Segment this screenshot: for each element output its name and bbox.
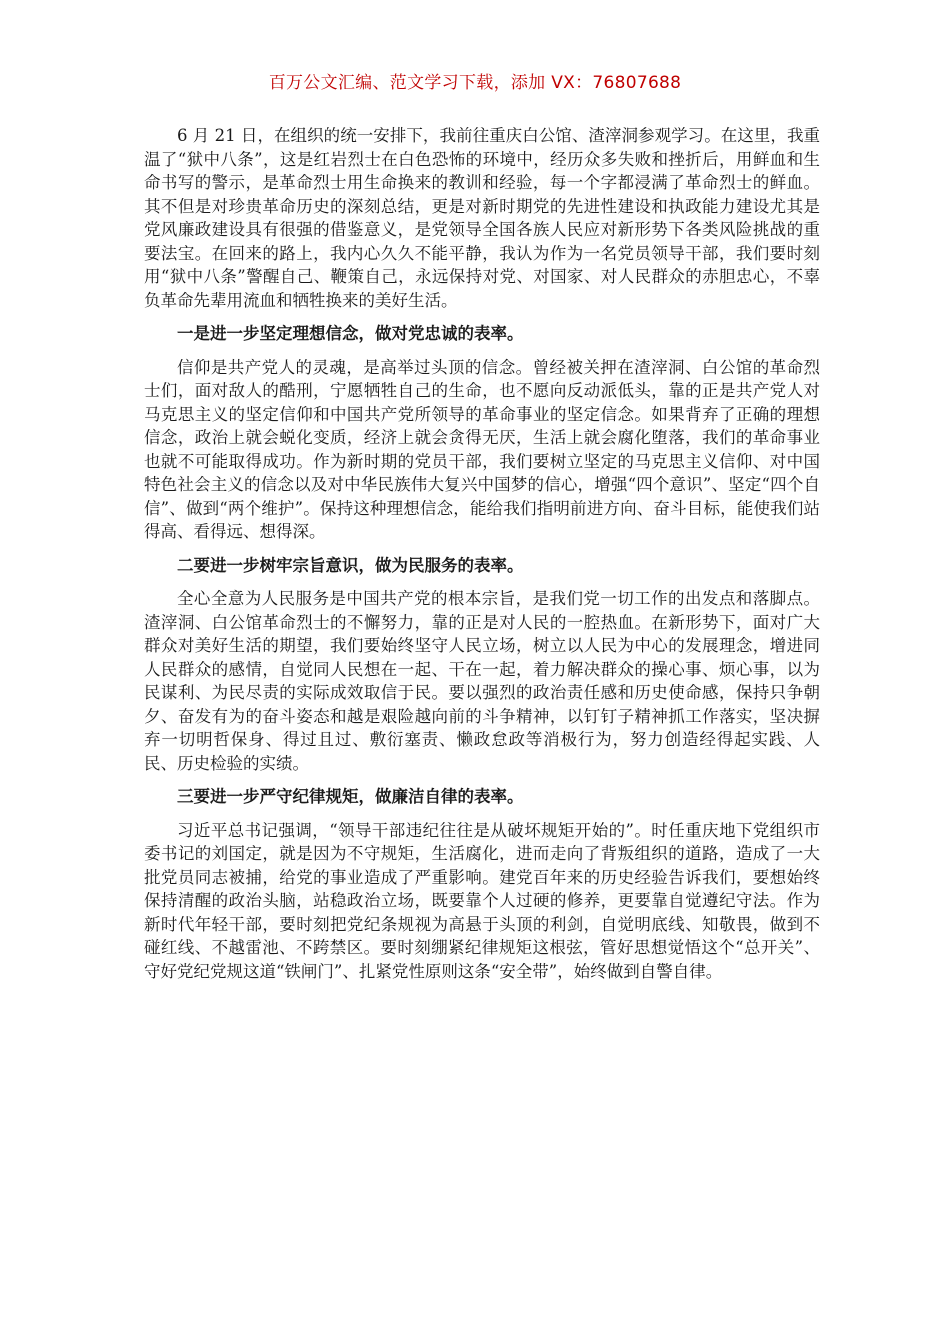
document-body	[144, 124, 820, 983]
section-heading-3: 三要进一步严守纪律规矩，做廉洁自律的表率。	[177, 787, 524, 806]
section-heading-1: 一是进一步坚定理想信念，做对党忠诚的表率。	[177, 324, 524, 343]
section-body-3: 习近平总书记强调，“领导干部违纪往往是从破坏规矩开始的”。时任重庆地下党组织市委书记的刘国定，就是因为不守规矩，生活腐化，进而走向了背叛组织的道路，造成了一大批党员同志被捕，给党的事业造成了严重影响。建党百年来的历史经验告诉我们，要想始终保持清醒的政治头脑，站稳政治立场，既要靠个人过硬的修养，更要靠自觉遵纪守法。作为新时代年轻干部，要时刻把党纪条规视为高悬于头顶的利剑，自觉明底线、知敬畏，做到不碰红线、不越雷池、不跨禁区。要时刻绷紧纪律规矩这根弦，管好思想觉悟这个“总开关”、守好党纪党规这道“铁闸门”、扎紧党性原则这条“安全带”，始终做到自警自律。	[144, 820, 820, 981]
section-body-1: 信仰是共产党人的灵魂，是高举过头顶的信念。曾经被关押在渣滓洞、白公馆的革命烈士们，面对敌人的酷刑，宁愿牺牲自己的生命，也不愿向反动派低头，靠的正是共产党人对马克思主义的坚定信仰和中国共产党所领导的革命事业的坚定信念。如果背弃了正确的理想信念，政治上就会蜕化变质，经济上就会贪得无厌，生活上就会腐化堕落，我们的革命事业也就不可能取得成功。作为新时期的党员干部，我们要树立坚定的马克思主义信仰、对中国特色社会主义的信念以及对中华民族伟大复兴中国梦的信心，增强“四个意识”、坚定“四个自信”、做到“两个维护”。保持这种理想信念，能给我们指明前进方向、奋斗目标，能使我们站得高、看得远、想得深。	[144, 357, 820, 541]
intro-paragraph: 6 月 21 日，在组织的统一安排下，我前往重庆白公馆、渣滓洞参观学习。在这里，我重温了“狱中八条”，这是红岩烈士在白色恐怖的环境中，经历众多失败和挫折后，用鲜血和生命书写的警示，是革命烈士用生命换来的教训和经验，每一个字都浸满了革命烈士的鲜血。其不但是对珍贵革命历史的深刻总结，更是对新时期党的先进性建设和执政能力建设尤其是党风廉政建设具有很强的借鉴意义，是党领导全国各族人民应对新形势下各类风险挑战的重要法宝。在回来的路上，我内心久久不能平静，我认为作为一名党员领导干部，我们要时刻用“狱中八条”警醒自己、鞭策自己，永远保持对党、对国家、对人民群众的赤胆忠心，不辜负革命先辈用流血和牺牲换来的美好生活。	[144, 126, 820, 310]
section-body-2: 全心全意为人民服务是中国共产党的根本宗旨，是我们党一切工作的出发点和落脚点。渣滓洞、白公馆革命烈士的不懈努力，靠的正是对人民的一腔热血。在新形势下，面对广大群众对美好生活的期望，我们要始终坚守人民立场，树立以人民为中心的发展理念，增进同人民群众的感情，自觉同人民想在一起、干在一起，着力解决群众的操心事、烦心事，以为民谋利、为民尽责的实际成效取信于民。要以强烈的政治责任感和历史使命感，保持只争朝夕、奋发有为的奋斗姿态和越是艰险越向前的斗争精神，以钉钉子精神抓工作落实，坚决摒弃一切明哲保身、得过且过、敷衍塞责、懒政怠政等消极行为，努力创造经得起实践、人民、历史检验的实绩。	[144, 589, 820, 773]
watermark-header: 百万公文汇编、范文学习下载，添加 VX：76807688	[268, 73, 682, 93]
section-heading-2: 二要进一步树牢宗旨意识，做为民服务的表率。	[177, 555, 524, 575]
